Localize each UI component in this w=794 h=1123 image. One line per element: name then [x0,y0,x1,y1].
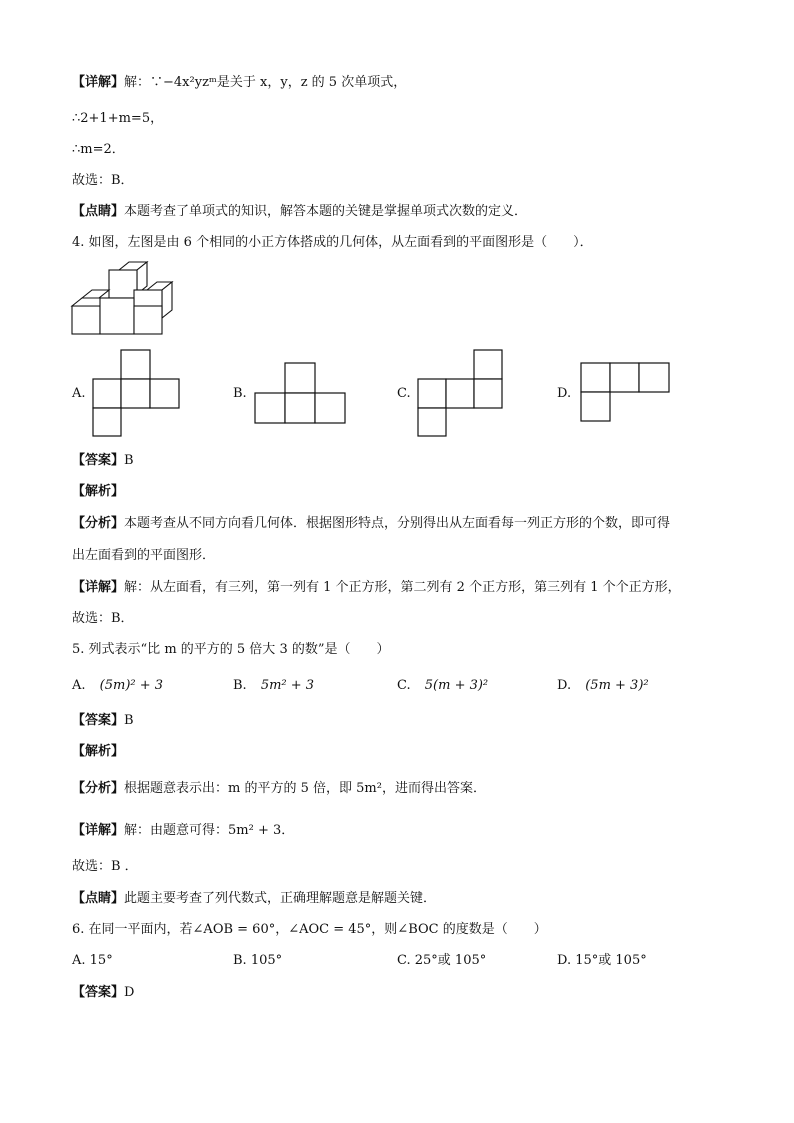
q5-answer-line [72,712,134,730]
q5-detail-line [72,822,294,840]
q3-step2: ∴m=2． [72,142,125,157]
q3-comment-line [72,203,527,221]
q5-stem: 5. 列式表示“比 m 的平方的 5 倍大 3 的数”是（ ） [72,642,390,657]
q5-comment-line [72,890,436,908]
q4-analysis-tag: 【解析】 [72,484,125,499]
analyze-text: 根据题意表示出：m 的平方的 5 倍，即 5m²，进而得出答案． [124,781,486,796]
q6-option-d[interactable]: D. 15°或 105° [557,953,647,968]
detail-tag: 【详解】 [72,580,125,595]
q5-option-b[interactable] [233,677,314,695]
q6-option-a[interactable]: A. 15° [72,953,113,968]
q5-option-a[interactable] [72,677,163,695]
q4-option-d-figure [581,363,669,421]
detail-tag: 【详解】 [72,75,125,90]
q6-option-c[interactable]: C. 25°或 105° [397,953,487,968]
analyze-text: 本题考查从不同方向看几何体．根据图形特点，分别得出从左面看每一列正方形的个数，即可得 [124,516,671,531]
option-letter: A. [72,678,86,693]
answer-tag: 【答案】 [72,453,125,468]
q4-option-b-figure [255,363,345,423]
option-expr: 5m² + 3 [260,678,315,693]
q4-analyze-line2: 出左面看到的平面图形． [72,548,216,563]
q6-option-b[interactable]: B. 105° [233,953,283,968]
answer-tag: 【答案】 [72,713,125,728]
answer-value: D [124,985,135,1000]
q4-option-c-figure [418,350,502,436]
option-expr: (5m)² + 3 [99,678,164,693]
q5-option-c[interactable] [397,677,488,695]
comment-text: 此题主要考查了列代数式，正确理解题意是解题关键． [124,891,437,906]
q4-answer-line [72,452,134,470]
q4-solid-figure [72,262,182,337]
q5-analysis-tag: 【解析】 [72,744,125,759]
comment-tag: 【点睛】 [72,204,125,219]
comment-tag: 【点睛】 [72,891,125,906]
q4-detail-line [72,579,681,597]
detail-text: 解：∵−4x²yzᵐ是关于 x，y，z 的 5 次单项式， [124,75,407,90]
q4-analyze-line1 [72,515,670,533]
answer-value: B [124,713,134,728]
q5-analyze-line [72,780,486,798]
analyze-tag: 【分析】 [72,516,125,531]
q4-option-c-label[interactable]: C. [397,386,411,401]
option-letter: C. [397,678,411,693]
detail-text: 解：从左面看，有三列，第一列有 1 个正方形，第二列有 2 个正方形，第三列有 1 个个正方形， [124,580,681,595]
q4-option-b-label[interactable]: B. [233,386,247,401]
option-expr: 5(m + 3)² [424,678,489,693]
option-letter: B. [233,678,247,693]
q4-option-a-figure [93,350,179,436]
q3-choose: 故选：B． [72,173,134,188]
q6-answer-line [72,984,134,1002]
option-expr: (5m + 3)² [585,678,649,693]
q5-choose: 故选：B ． [72,859,138,874]
detail-tag: 【详解】 [72,823,125,838]
detail-text: 解：由题意可得：5m² + 3． [124,823,295,838]
answer-tag: 【答案】 [72,985,125,1000]
q3-detail-line [72,74,406,92]
comment-text: 本题考查了单项式的知识，解答本题的关键是掌握单项式次数的定义． [124,204,528,219]
answer-value: B [124,453,134,468]
q4-option-a-label[interactable]: A. [72,386,86,401]
q4-stem: 4. 如图，左图是由 6 个相同的小正方体搭成的几何体，从左面看到的平面图形是（ ）． [72,235,593,250]
analyze-tag: 【分析】 [72,781,125,796]
q4-option-d-label[interactable]: D. [557,386,572,401]
q6-stem: 6. 在同一平面内，若∠AOB = 60°，∠AOC = 45°，则∠BOC 的度数是（ ） [72,922,547,937]
option-letter: D. [557,678,572,693]
q3-step1: ∴2+1+m=5， [72,111,164,126]
q4-choose: 故选：B． [72,611,134,626]
q5-option-d[interactable] [557,677,649,695]
